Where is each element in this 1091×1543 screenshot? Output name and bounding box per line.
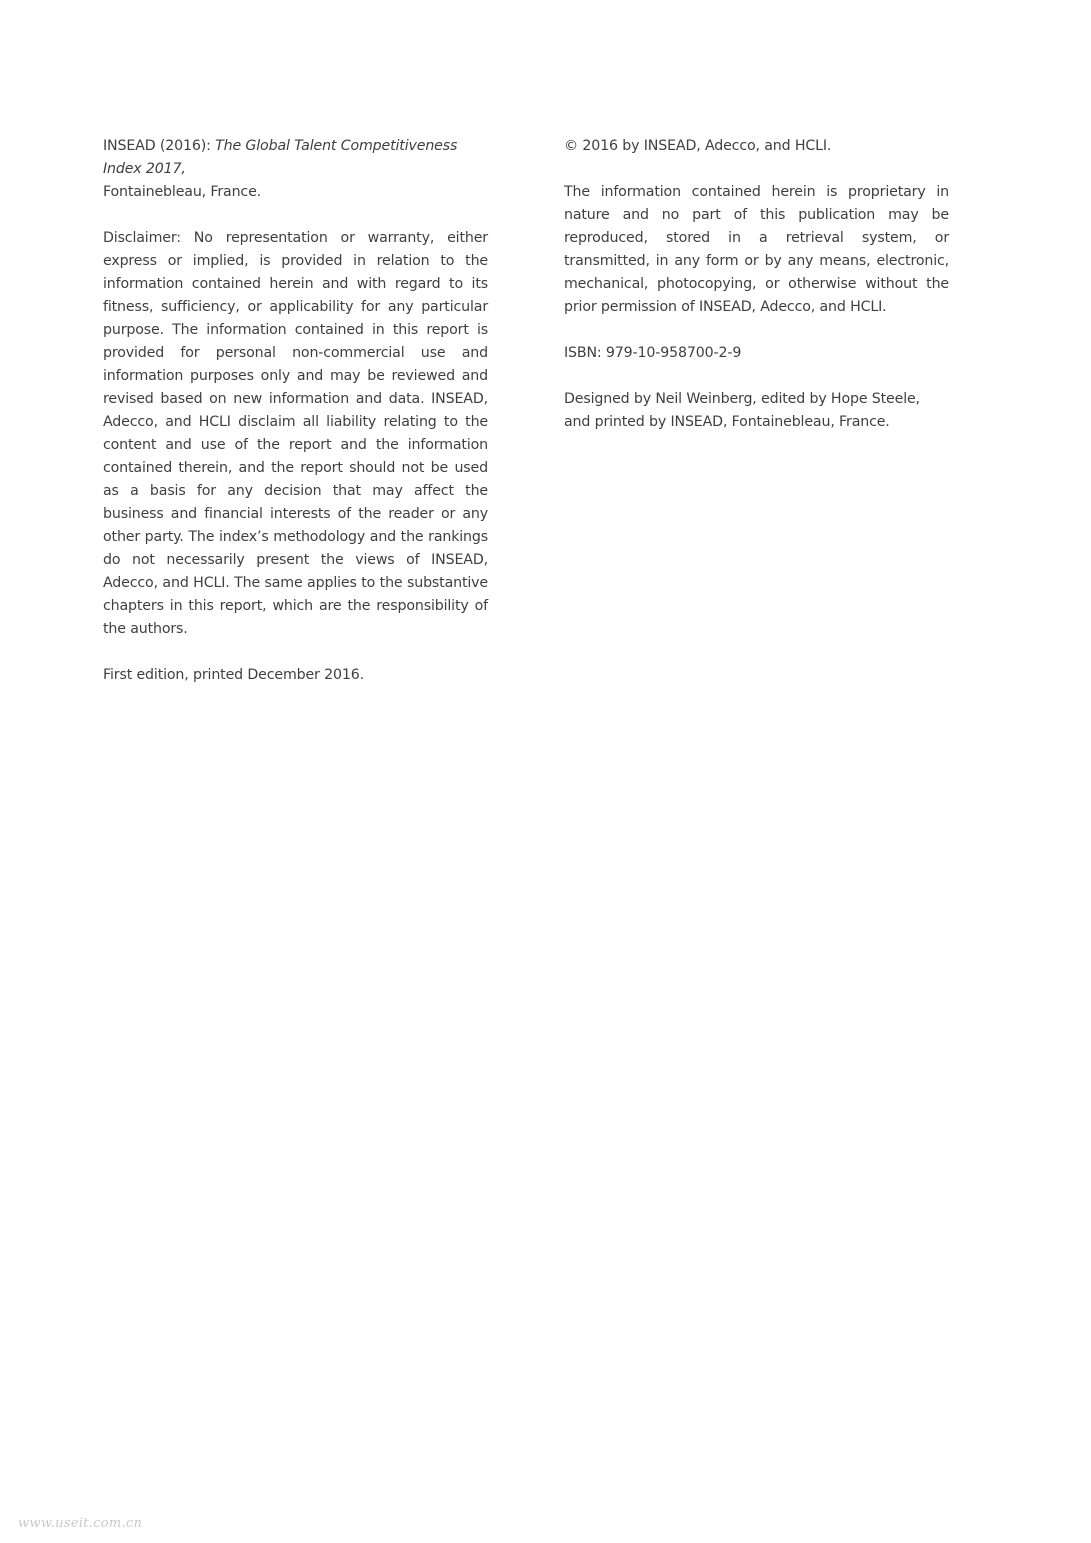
isbn-text: ISBN: 979-10-958700-2-9	[564, 345, 742, 361]
right-column	[564, 135, 949, 457]
copyright-text: © 2016 by INSEAD, Adecco, and HCLI.	[564, 138, 832, 154]
left-column	[103, 135, 488, 710]
citation-location: Fontainebleau, France.	[103, 184, 262, 200]
citation	[103, 135, 488, 204]
citation-prefix: INSEAD (2016):	[103, 138, 216, 154]
watermark: www.useit.com.cn	[18, 1516, 143, 1531]
credits	[564, 388, 949, 434]
credits-line-2: and printed by INSEAD, Fontainebleau, France.	[564, 414, 890, 430]
credits-line-1: Designed by Neil Weinberg, edited by Hope Steele,	[564, 391, 920, 407]
edition-text: First edition, printed December 2016.	[103, 667, 364, 683]
disclaimer-text: Disclaimer: No representation or warranty, either express or implied, is provided in relation to the information contained herein and with regard to its fitness, sufficiency, or applicability for any particular purpose. The information contained in this report is provided for personal non-commercial use and information purposes only and may be reviewed and revised based on new information and data. INSEAD, Adecco, and HCLI disclaim all liability relating to the content and use of the report and the information contained therein, and the report should not be used as a basis for any decision that may affect the business and financial interests of the reader or any other party. The index’s methodology and the rankings do not necessarily present the views of INSEAD, Adecco, and HCLI. The same applies to the substantive chapters in this report, which are the responsibility of the authors.	[103, 230, 488, 637]
citation-title: The Global Talent Competitiveness Index 2017,	[103, 138, 458, 177]
proprietary-notice: The information contained herein is proprietary in nature and no part of this publication may be reproduced, stored in a retrieval system, or transmitted, in any form or by any means, electronic, mechanical, photocopying, or otherwise without the prior permission of INSEAD, Adecco, and HCLI.	[564, 184, 949, 315]
